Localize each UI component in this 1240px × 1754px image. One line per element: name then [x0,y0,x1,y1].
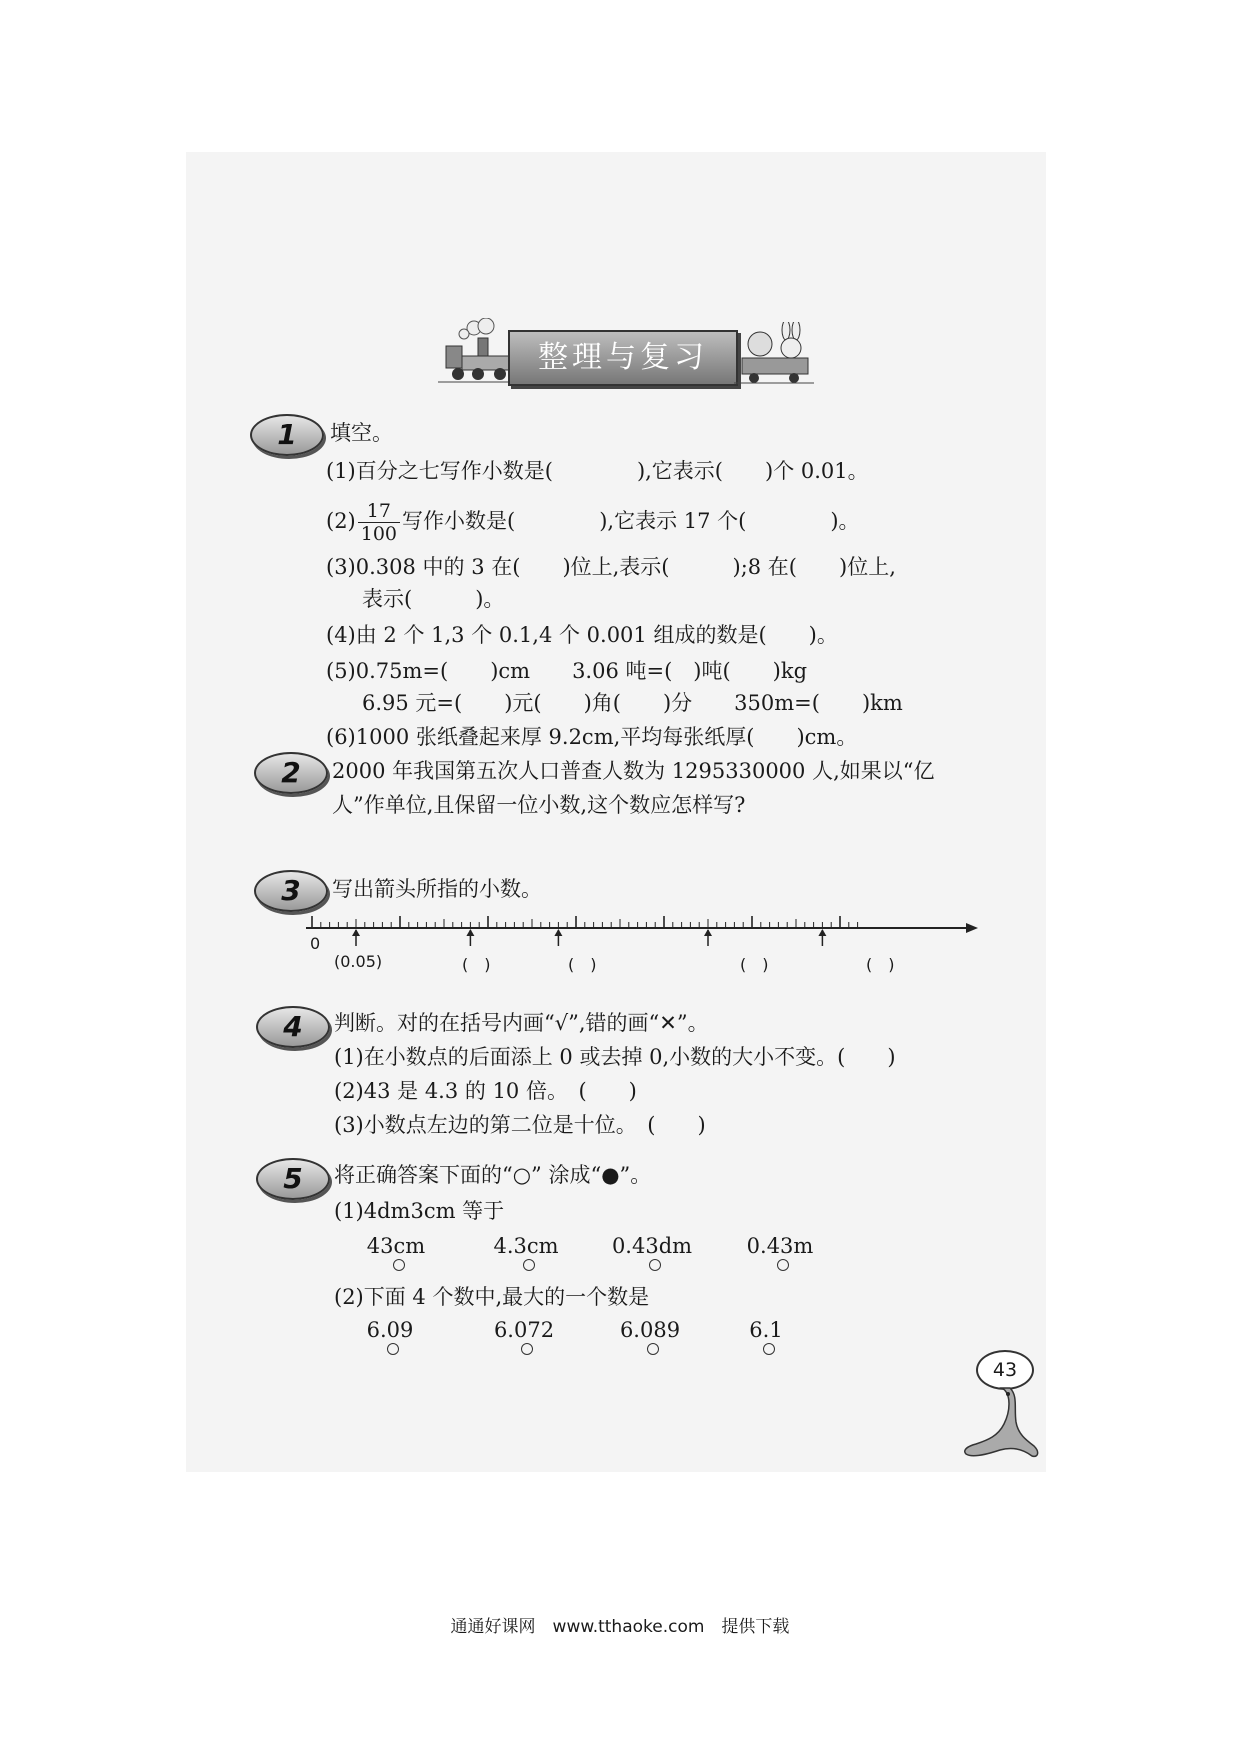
q5-p1-circle-4[interactable] [777,1259,789,1271]
question-4-badge: 4 [256,1006,330,1048]
q1-item-4: (4)由 2 个 1,3 个 0.1,4 个 0.001 组成的数是( )。 [326,623,838,647]
q1-item-3: (3)0.308 中的 3 在( )位上,表示( );8 在( )位上, [326,555,896,579]
arrow-answer-1: (0.05) [334,952,383,971]
q5-p2-option-1: 6.09 [366,1318,414,1342]
q5-p2-circle-2[interactable] [521,1343,533,1355]
q4-item-3: (3)小数点左边的第二位是十位。 ( ) [334,1113,706,1137]
q4-item-2: (2)43 是 4.3 的 10 倍。 ( ) [334,1079,637,1103]
arrow-answer-5: ( ) [866,955,895,974]
number-line-zero-label: 0 [310,934,321,953]
pointer-arrow-head [352,929,360,936]
section-title: 整理与复习 [508,330,738,386]
q5-p1-option-4: 0.43m [746,1234,814,1258]
question-2-badge: 2 [254,752,328,794]
q2-text-1: 2000 年我国第五次人口普查人数为 1295330000 人,如果以“亿 [332,759,935,783]
fraction-17-100: $\frac{17}{100}$ [358,500,400,545]
q5-part-1: (1)4dm3cm 等于 [334,1199,505,1223]
q5-p2-circle-1[interactable] [387,1343,399,1355]
q5-p1-circle-2[interactable] [523,1259,535,1271]
pointer-arrow-head [554,929,562,936]
pointer-arrow-head [466,929,474,936]
q5-heading: 将正确答案下面的“○” 涂成“●”。 [334,1163,652,1187]
kids-illustration [734,322,814,384]
q1-item-5: (5)0.75m=( )cm 3.06 吨=( )吨( )kg [326,659,808,683]
question-1-badge: 1 [250,414,324,456]
number-line-arrowhead [966,923,978,933]
question-5-badge: 5 [256,1158,330,1200]
q3-heading: 写出箭头所指的小数。 [332,877,542,901]
page-number: 43 [976,1350,1034,1390]
q2-text-2: 人”作单位,且保留一位小数,这个数应怎样写? [332,793,746,817]
q5-p2-option-2: 6.072 [493,1318,555,1342]
footer-credit: 通通好课网 www.tthaoke.com 提供下载 [450,1617,790,1637]
arrow-answer-3: ( ) [568,955,597,974]
arrow-answer-2: ( ) [462,955,491,974]
q5-p1-option-1: 43cm [366,1234,426,1258]
q1-item-5-cont: 6.95 元=( )元( )角( )分 350m=( )km [362,691,903,715]
q1-item-3-cont: 表示( )。 [362,587,505,611]
seal-illustration [958,1384,1044,1460]
q1-item-6: (6)1000 张纸叠起来厚 9.2cm,平均每张纸厚( )cm。 [326,725,858,749]
train-illustration [438,318,518,384]
pointer-arrow-head [704,929,712,936]
q1-item-1: (1)百分之七写作小数是( ),它表示( )个 0.01。 [326,459,869,483]
q1-item-2: (2) $\frac{17}{100}$ 写作小数是( ),它表示 17 个( )。 [326,500,860,545]
q5-p2-circle-3[interactable] [647,1343,659,1355]
q5-p1-option-2: 4.3cm [493,1234,559,1258]
pointer-arrow-head [818,929,826,936]
q5-part-2: (2)下面 4 个数中,最大的一个数是 [334,1285,650,1309]
q4-item-1: (1)在小数点的后面添上 0 或去掉 0,小数的大小不变。( ) [334,1045,896,1069]
q5-p1-circle-1[interactable] [393,1259,405,1271]
q1-heading: 填空。 [330,421,393,445]
q5-p1-circle-3[interactable] [649,1259,661,1271]
q5-p1-option-3: 0.43dm [611,1234,693,1258]
q5-p2-circle-4[interactable] [763,1343,775,1355]
q5-p2-option-3: 6.089 [619,1318,681,1342]
arrow-answer-4: ( ) [740,955,769,974]
q5-p2-option-4: 6.1 [749,1318,783,1342]
question-3-badge: 3 [254,870,328,912]
q4-heading: 判断。对的在括号内画“√”,错的画“✕”。 [334,1011,709,1035]
